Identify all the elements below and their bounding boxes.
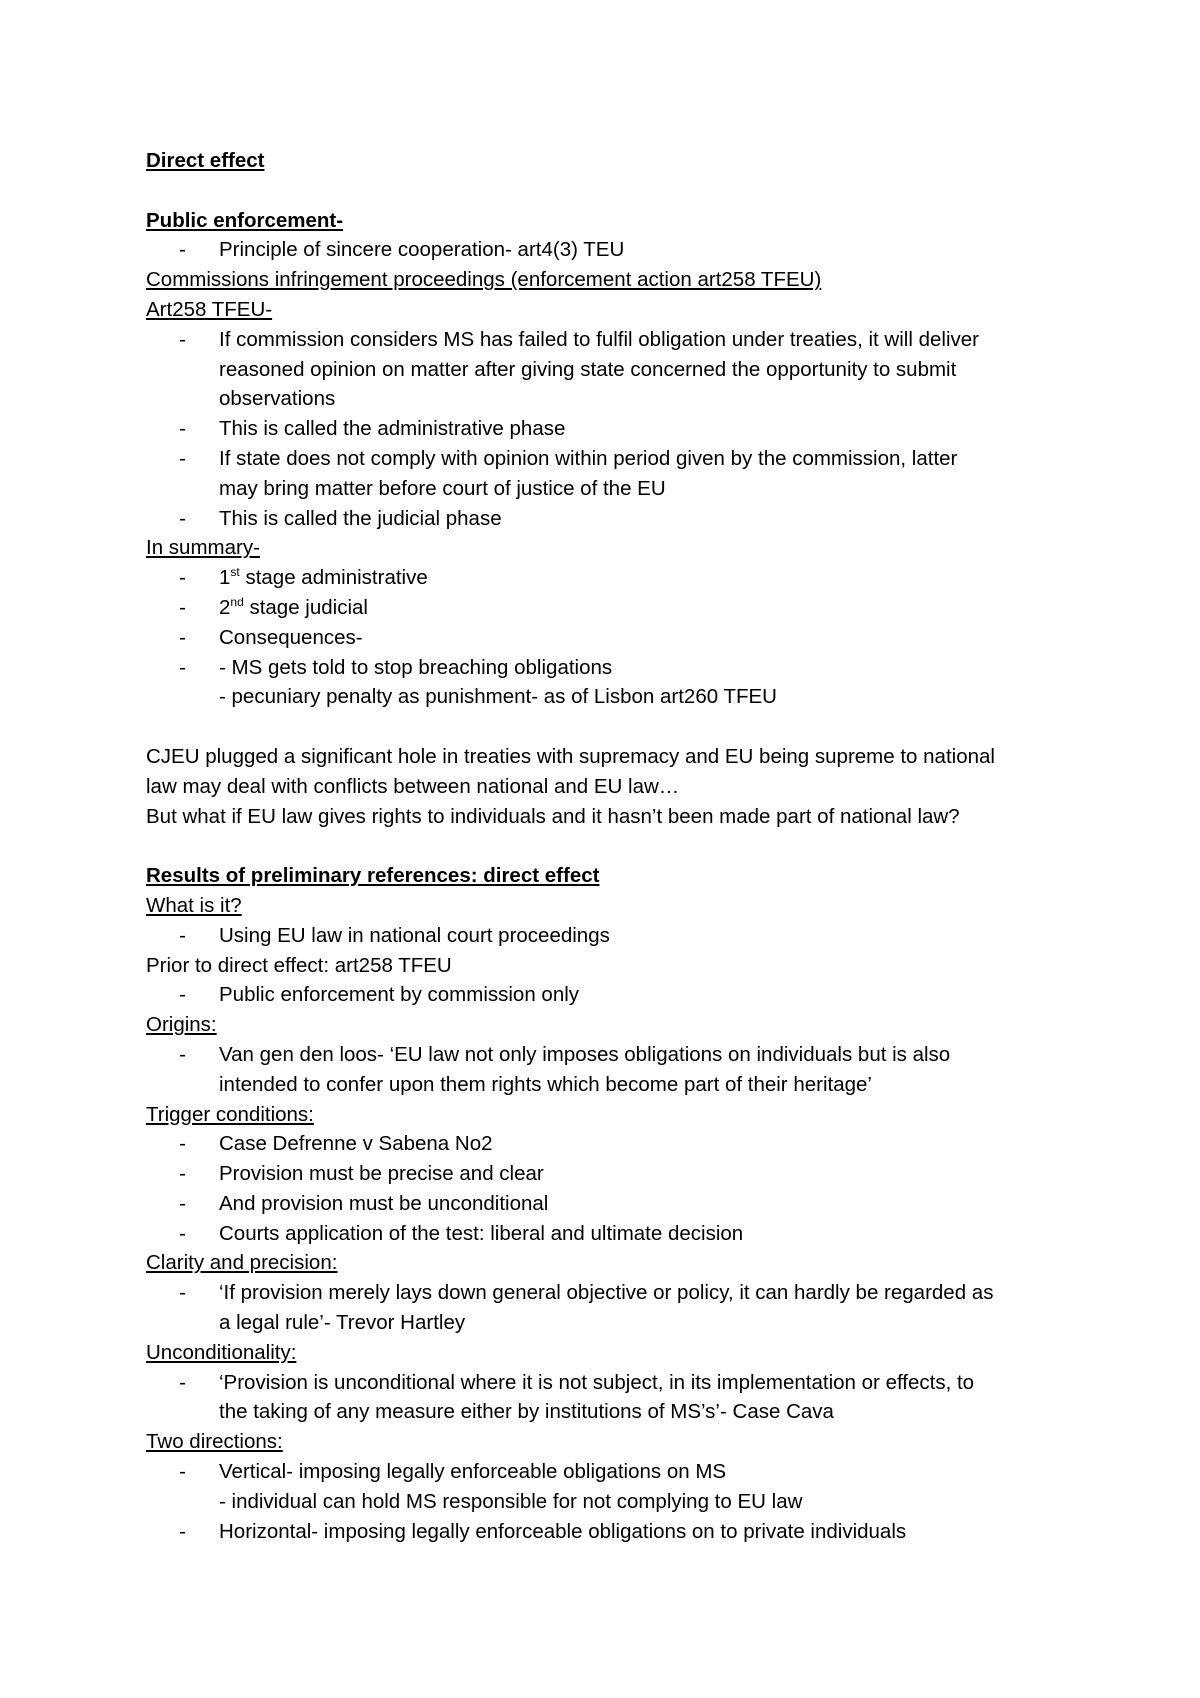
heading-commissions-proceedings: Commissions infringement proceedings (enforcement action art258 TFEU) xyxy=(146,268,822,292)
ordinal-number: 1 xyxy=(219,566,231,590)
list-item-text xyxy=(219,593,1076,623)
list-item xyxy=(146,593,1076,623)
bullet-dash: - xyxy=(179,1519,186,1543)
list-item-text: the taking of any measure either by institutions of MS’s’- Case Cava xyxy=(219,1400,834,1424)
list-item xyxy=(146,1278,1076,1338)
list-item xyxy=(146,1517,1076,1547)
list-item-text: Provision must be precise and clear xyxy=(219,1162,544,1186)
list-item-text: Van gen den loos- ‘EU law not only imposes obligations on individuals but is also xyxy=(219,1042,951,1066)
bullet-dash: - xyxy=(179,327,186,351)
list-item-text: Vertical- imposing legally enforceable obligations on MS xyxy=(219,1460,727,1484)
list-item-text: observations xyxy=(219,387,336,411)
bullet-dash: - xyxy=(179,238,186,262)
list-item-text: - MS gets told to stop breaching obligations xyxy=(219,655,613,679)
document-body xyxy=(146,146,1076,1546)
list-item-text: And provision must be unconditional xyxy=(219,1191,549,1215)
list-item xyxy=(146,235,1076,265)
list-item-text: This is called the judicial phase xyxy=(219,506,502,530)
ordinal-suffix: st xyxy=(230,565,240,580)
bullet-dash: - xyxy=(179,446,186,470)
paragraph-line: law may deal with conflicts between national and EU law… xyxy=(146,774,680,798)
heading-unconditionality: Unconditionality: xyxy=(146,1340,297,1364)
heading-two-directions: Two directions: xyxy=(146,1430,283,1454)
bullet-dash: - xyxy=(179,923,186,947)
heading-origins: Origins: xyxy=(146,1013,217,1037)
bullet-dash: - xyxy=(179,1132,186,1156)
list-item-text: may bring matter before court of justice of the EU xyxy=(219,476,666,500)
bullet-dash: - xyxy=(179,655,186,679)
list-item xyxy=(146,1189,1076,1219)
heading-trigger-conditions: Trigger conditions: xyxy=(146,1102,314,1126)
spacer xyxy=(146,176,1076,206)
paragraph-line: CJEU plugged a significant hole in treaties with supremacy and EU being supreme to national xyxy=(146,744,995,768)
list-item-text: Horizontal- imposing legally enforceable obligations on to private individuals xyxy=(219,1519,907,1543)
list-item-text: Consequences- xyxy=(219,625,363,649)
prior-line: Prior to direct effect: art258 TFEU xyxy=(146,953,452,977)
list-item-text: intended to confer upon them rights which become part of their heritage’ xyxy=(219,1072,872,1096)
ordinal-number: 2 xyxy=(219,595,231,619)
list-item-text: - pecuniary penalty as punishment- as of Lisbon art260 TFEU xyxy=(219,685,777,709)
list-item-text: reasoned opinion on matter after giving state concerned the opportunity to submit xyxy=(219,357,957,381)
bullet-dash: - xyxy=(179,1370,186,1394)
list-item-text xyxy=(219,563,1076,593)
document-title: Direct effect xyxy=(146,149,265,172)
list-item xyxy=(146,1129,1076,1159)
list-item xyxy=(146,414,1076,444)
spacer xyxy=(146,831,1076,861)
stage-text: stage administrative xyxy=(239,566,428,590)
paragraph-line: But what if EU law gives rights to individuals and it hasn’t been made part of national law? xyxy=(146,804,960,828)
bullet-dash: - xyxy=(179,506,186,530)
list-item-text: ‘If provision merely lays down general objective or policy, it can hardly be regarded as xyxy=(219,1281,994,1305)
list-item-text: Case Defrenne v Sabena No2 xyxy=(219,1132,493,1156)
list-item xyxy=(146,325,1076,414)
bullet-dash: - xyxy=(179,1460,186,1484)
bullet-dash: - xyxy=(179,1042,186,1066)
list-item xyxy=(146,1457,1076,1517)
ordinal-suffix: nd xyxy=(230,595,244,610)
list-item-text: a legal rule’- Trevor Hartley xyxy=(219,1311,466,1335)
bullet-dash: - xyxy=(179,625,186,649)
bullet-dash: - xyxy=(179,417,186,441)
list-item xyxy=(146,1219,1076,1249)
bullet-dash: - xyxy=(179,566,186,590)
bullet-dash: - xyxy=(179,1162,186,1186)
heading-art258: Art258 TFEU- xyxy=(146,297,273,321)
list-item-text: Public enforcement by commission only xyxy=(219,983,580,1007)
heading-in-summary: In summary- xyxy=(146,536,260,560)
heading-results: Results of preliminary references: direct effect xyxy=(146,864,600,888)
list-item-text: - individual can hold MS responsible for not complying to EU law xyxy=(219,1489,803,1513)
list-item xyxy=(146,1040,1076,1100)
list-item xyxy=(146,921,1076,951)
list-item-text: This is called the administrative phase xyxy=(219,417,566,441)
stage-text: stage judicial xyxy=(243,595,368,619)
list-item xyxy=(146,444,1076,504)
bullet-dash: - xyxy=(179,1281,186,1305)
list-item-text: ‘Provision is unconditional where it is not subject, in its implementation or effects, to xyxy=(219,1370,975,1394)
bullet-dash: - xyxy=(179,1191,186,1215)
spacer xyxy=(146,712,1076,742)
list-item-text: If commission considers MS has failed to fulfil obligation under treaties, it will deliver xyxy=(219,327,979,351)
bullet-dash: - xyxy=(179,595,186,619)
list-item xyxy=(146,653,1076,713)
list-item xyxy=(146,1368,1076,1428)
bullet-dash: - xyxy=(179,1221,186,1245)
heading-clarity: Clarity and precision: xyxy=(146,1251,338,1275)
list-item-text: Courts application of the test: liberal and ultimate decision xyxy=(219,1221,744,1245)
heading-public-enforcement: Public enforcement- xyxy=(146,208,344,232)
list-item xyxy=(146,563,1076,593)
heading-what-is-it: What is it? xyxy=(146,893,242,917)
list-item xyxy=(146,1159,1076,1189)
list-item xyxy=(146,504,1076,534)
list-item-text: If state does not comply with opinion within period given by the commission, latter xyxy=(219,446,958,470)
list-item-text: Using EU law in national court proceedings xyxy=(219,923,610,947)
list-item xyxy=(146,623,1076,653)
bullet-dash: - xyxy=(179,983,186,1007)
list-item xyxy=(146,980,1076,1010)
list-item-text: Principle of sincere cooperation- art4(3) TEU xyxy=(219,238,625,262)
